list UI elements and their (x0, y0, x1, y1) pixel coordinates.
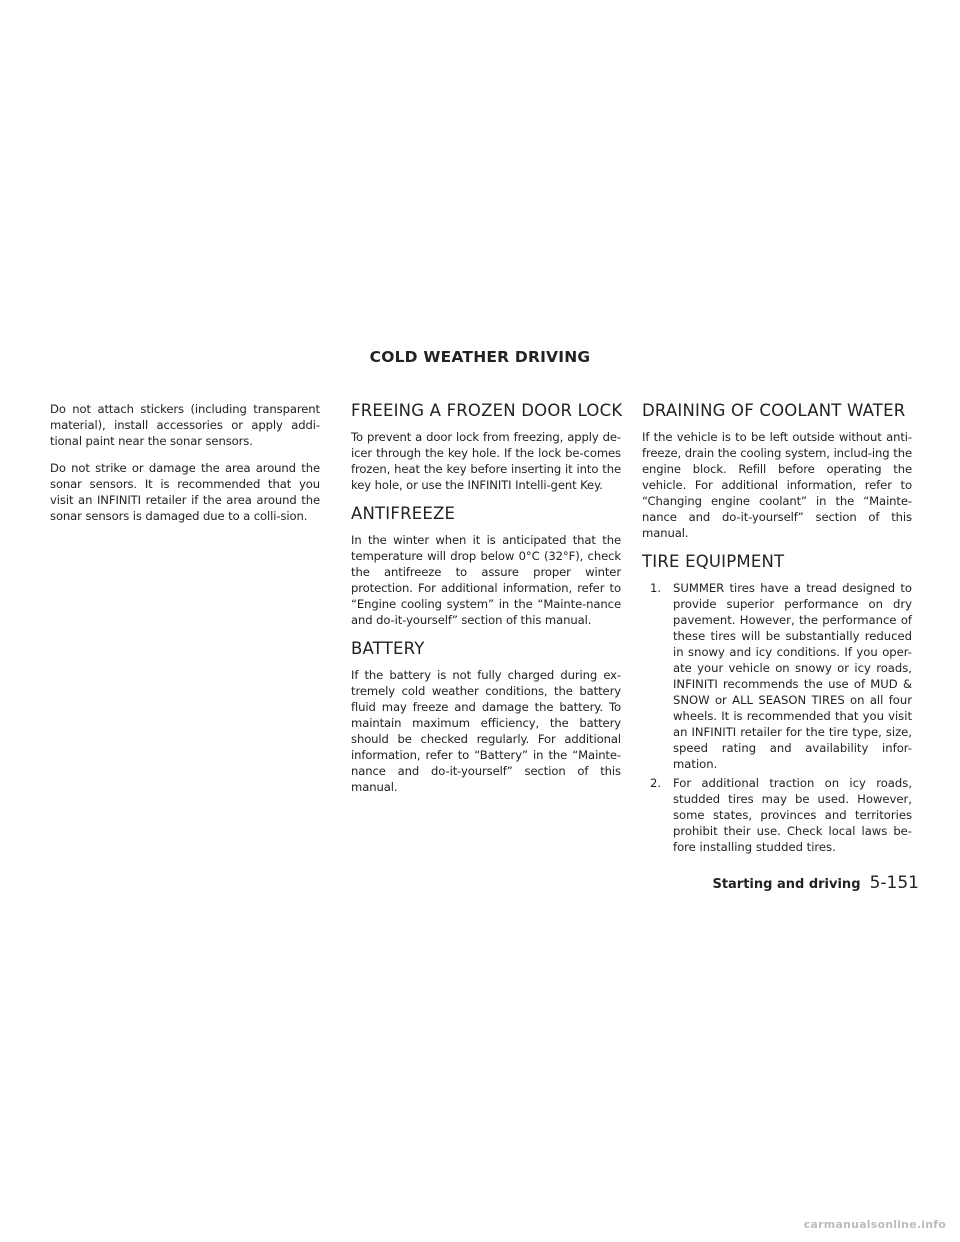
section-heading-antifreeze: ANTIFREEZE (351, 504, 456, 523)
list-item (642, 775, 912, 855)
paragraph: If the battery is not fully charged during ex-tremely cold weather conditions, the battery fluid may freeze and damage the battery. To maintain maximum efficiency, the battery should be checked regularly. For additional information, refer to “Battery” in the “Mainte-nance and do-it-yourself” section of this manual. (351, 668, 621, 794)
tire-equipment-list (642, 580, 912, 855)
paragraph: In the winter when it is anticipated that the temperature will drop below 0°C (32°F), check the antifreeze to assure proper winter protection. For additional information, refer to “Engine cooling system” in the “Mainte-nance and do-it-yourself” section of this manual. (351, 533, 621, 627)
column-right (642, 401, 912, 858)
column-middle (351, 401, 621, 806)
section-heading-battery: BATTERY (351, 639, 425, 658)
paragraph: Do not attach stickers (including transparent material), install accessories or apply addi-tional paint near the sonar sensors. (50, 402, 320, 448)
section-heading-tire-equipment: TIRE EQUIPMENT (642, 552, 785, 571)
list-item-text: SUMMER tires have a tread designed to provide superior performance on dry pavement. However, the performance of these tires will be substantially reduced in snowy and icy conditions. If you oper-ate your vehicle on snowy or icy roads, INFINITI recommends the use of MUD & SNOW or ALL SEASON TIRES on all four wheels. It is recommended that you visit an INFINITI retailer for the tire type, size, speed rating and availability infor-mation. (673, 581, 912, 771)
page-number: 5-151 (869, 873, 919, 893)
paragraph: Do not strike or damage the area around the sonar sensors. It is recommended that you visit an INFINITI retailer if the area around the sonar sensors is damaged due to a colli-sion. (50, 461, 320, 523)
section-heading-draining-coolant: DRAINING OF COOLANT WATER (642, 401, 906, 420)
list-item-number: 1. (650, 581, 662, 595)
list-item (642, 580, 912, 772)
list-item-number: 2. (650, 776, 662, 790)
footer-section-title: Starting and driving (712, 877, 861, 892)
page-title: COLD WEATHER DRIVING (369, 348, 591, 366)
section-heading-frozen-door-lock: FREEING A FROZEN DOOR LOCK (351, 401, 623, 420)
watermark: carmanualsonline.info (803, 1218, 946, 1231)
column-left (50, 401, 320, 535)
list-item-text: For additional traction on icy roads, studded tires may be used. However, some states, provinces and territories prohibit their use. Check local laws be-fore installing studded tires. (673, 776, 912, 854)
paragraph: To prevent a door lock from freezing, apply de-icer through the key hole. If the lock be-comes frozen, heat the key before inserting it into the key hole, or use the INFINITI Intelli-gent Key. (351, 430, 621, 492)
page-footer (712, 873, 919, 893)
paragraph: If the vehicle is to be left outside without anti-freeze, drain the cooling system, includ-ing the engine block. Refill before operating the vehicle. For additional information, refer to “Changing engine coolant” in the “Mainte-nance and do-it-yourself” section of this manual. (642, 430, 912, 540)
